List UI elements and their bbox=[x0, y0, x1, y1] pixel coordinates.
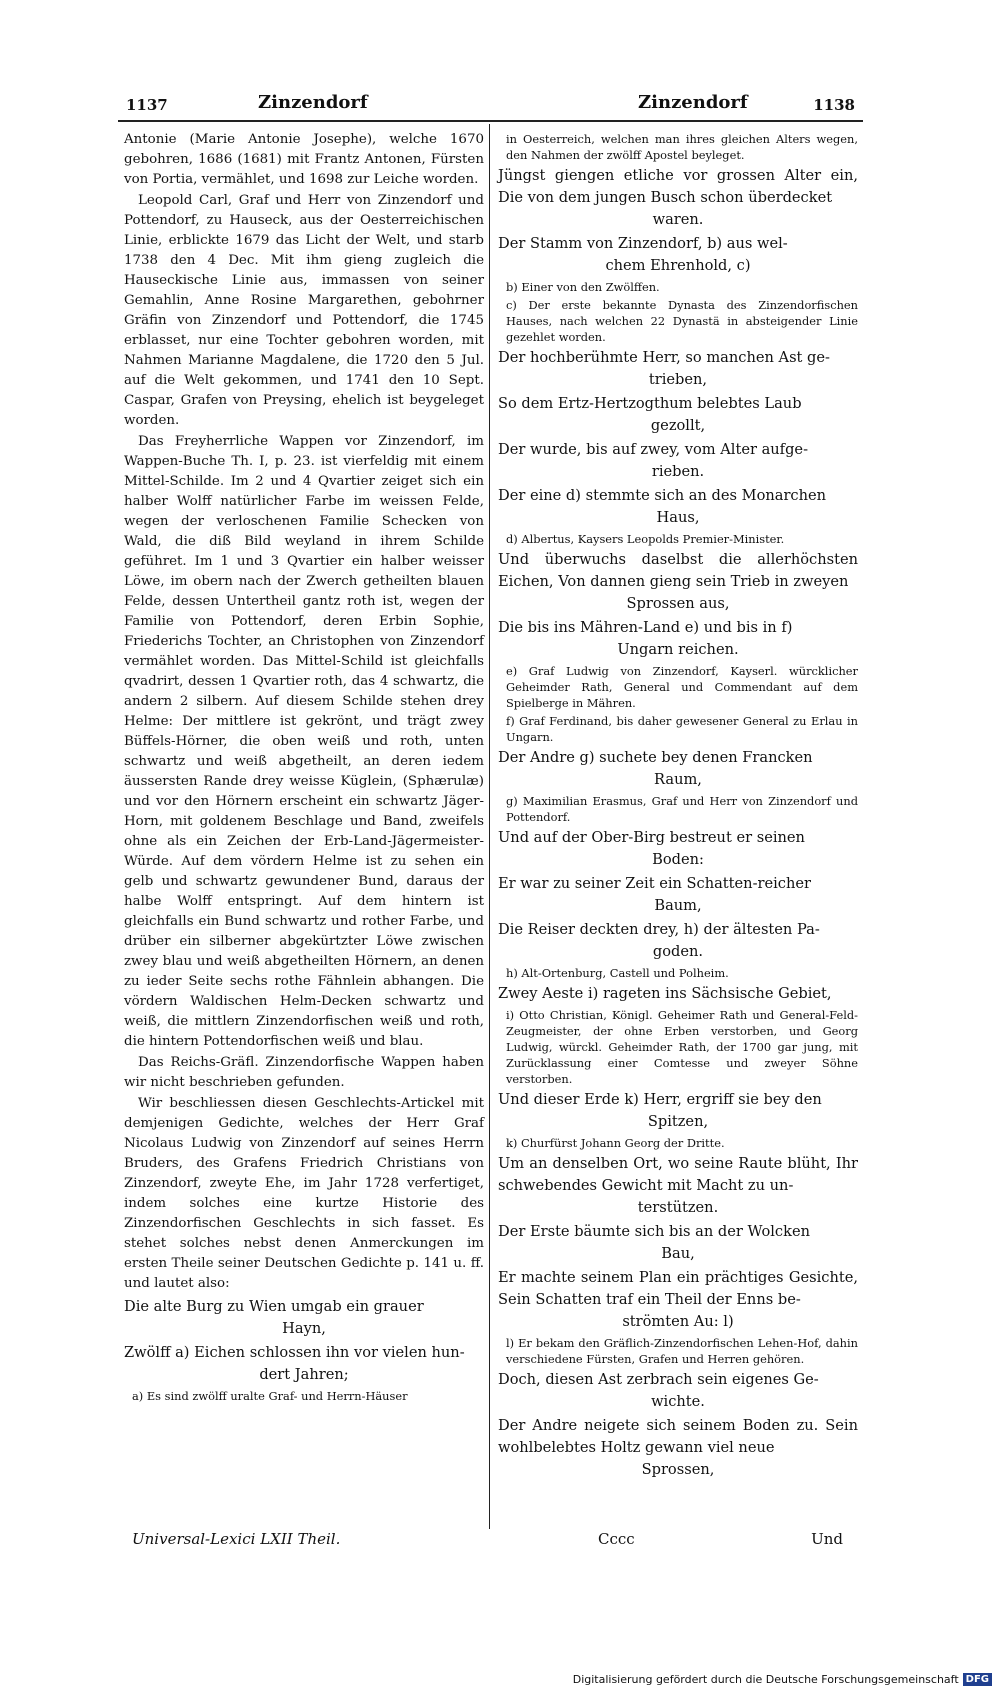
verse-line bbox=[498, 1221, 858, 1265]
verse-line bbox=[124, 1342, 484, 1386]
running-header bbox=[118, 88, 863, 124]
verse-continuation: Sprossen aus, bbox=[626, 595, 730, 612]
verse-text: Die Reiser deckten drey, h) der ältesten Pa- bbox=[498, 921, 820, 938]
page-number-right: 1138 bbox=[813, 96, 855, 114]
verse-line bbox=[498, 165, 858, 231]
verse-text: Der hochberühmte Herr, so manchen Ast ge- bbox=[498, 349, 830, 366]
verse-line bbox=[498, 747, 858, 791]
verse-continuation: Baum, bbox=[654, 897, 702, 914]
verse-continuation: wichte. bbox=[651, 1393, 705, 1410]
verse-continuation: strömten Au: l) bbox=[622, 1313, 734, 1330]
right-column bbox=[498, 130, 858, 1483]
footnote: f) Graf Ferdinand, bis daher gewesener General zu Erlau in Ungarn. bbox=[506, 714, 858, 744]
verse-line bbox=[498, 549, 858, 615]
paragraph: Wir beschliessen diesen Geschlechts-Artickel mit demjenigen Gedichte, welches der Herr Graf Nicolaus Ludwig von Zinzendorf auf seines Herrn Bruders, des Grafens Friedrich Christians von Zinzendorf, zweyte Ehe, im Jahr 1728 verfertiget, indem solches eine kurtze Historie des Zinzendorfischen Geschlechts in sich fasset. Es stehet solches nebst denen Anmerckungen im ersten Theile seiner Deutschen Gedichte p. 141 u. ff. und lautet also: bbox=[124, 1096, 484, 1291]
running-title-right: Zinzendorf bbox=[638, 92, 748, 113]
verse-text: Doch, diesen Ast zerbrach sein eigenes Ge- bbox=[498, 1371, 819, 1388]
verse-line bbox=[498, 983, 858, 1005]
footnote: in Oesterreich, welchen man ihres gleichen Alters wegen, den Nahmen der zwölff Apostel beyleget. bbox=[506, 132, 858, 162]
verse-line bbox=[498, 485, 858, 529]
verse-line bbox=[498, 1089, 858, 1133]
verse-continuation: Haus, bbox=[656, 509, 700, 526]
verse-line bbox=[498, 617, 858, 661]
verse-text: Der Stamm von Zinzendorf, b) aus wel- bbox=[498, 235, 788, 252]
verse-text: Zwey Aeste i) rageten ins Sächsische Gebiet, bbox=[498, 985, 832, 1002]
left-column bbox=[124, 130, 484, 1406]
footer-text: Digitalisierung gefördert durch die Deutsche Forschungsgemeinschaft bbox=[572, 1673, 959, 1686]
verse-continuation: terstützen. bbox=[637, 1199, 719, 1216]
verse-text: Der Andre g) suchete bey denen Francken bbox=[498, 749, 813, 766]
verse-line bbox=[124, 1296, 484, 1340]
verse-line bbox=[498, 827, 858, 871]
verse-line bbox=[498, 1415, 858, 1481]
verse-continuation: Spitzen, bbox=[647, 1113, 709, 1130]
verse-text: Jüngst giengen etliche vor grossen Alter ein, Die von dem jungen Busch schon überdecket bbox=[498, 167, 858, 206]
paragraph: Das Reichs-Gräfl. Zinzendorfische Wappen haben wir nicht beschrieben gefunden. bbox=[124, 1055, 484, 1090]
verse-text: Und dieser Erde k) Herr, ergriff sie bey den bbox=[498, 1091, 822, 1108]
verse-continuation: waren. bbox=[652, 211, 704, 228]
verse-text: Der Andre neigete sich seinem Boden zu. Sein wohlbelebtes Holtz gewann viel neue bbox=[498, 1417, 858, 1456]
verse-line bbox=[498, 919, 858, 963]
volume-label: Universal-Lexici LXII Theil. bbox=[132, 1530, 341, 1548]
paragraph: Antonie (Marie Antonie Josephe), welche 1670 gebohren, 1686 (1681) mit Frantz Antonen, Fürsten von Portia, vermählet, und 1698 zur Leiche worden. bbox=[124, 132, 484, 187]
verse-text: Und auf der Ober-Birg bestreut er seinen bbox=[498, 829, 805, 846]
verse-text: Der Erste bäumte sich bis an der Wolcken bbox=[498, 1223, 810, 1240]
footnote: c) Der erste bekannte Dynasta des Zinzendorfischen Hauses, nach welchen 22 Dynastä in absteigender Linie gezehlet worden. bbox=[506, 298, 858, 344]
verse-continuation: rieben. bbox=[651, 463, 705, 480]
digitization-footer bbox=[573, 1673, 992, 1686]
footnote: d) Albertus, Kaysers Leopolds Premier-Minister. bbox=[506, 532, 785, 546]
verse-text: Der eine d) stemmte sich an des Monarchen bbox=[498, 487, 827, 504]
verse-continuation: Bau, bbox=[661, 1245, 695, 1262]
footnote: h) Alt-Ortenburg, Castell und Polheim. bbox=[506, 966, 729, 980]
footnote: e) Graf Ludwig von Zinzendorf, Kayserl. würcklicher Geheimder Rath, General und Commendant auf dem Spielberge in Mähren. bbox=[506, 664, 858, 710]
dfg-logo: DFG bbox=[963, 1673, 992, 1686]
verse-continuation: dert Jahren; bbox=[259, 1366, 349, 1383]
verse-continuation: Sprossen, bbox=[641, 1461, 715, 1478]
paragraph: Leopold Carl, Graf und Herr von Zinzendorf und Pottendorf, zu Hauseck, aus der Oesterreichischen Linie, erblickte 1679 das Licht der Welt, und starb 1738 den 4 Dec. Mit ihm gieng zugleich die Hauseckische Linie aus, immassen von seiner Gemahlin, Anne Rosine Margarethen, gebohrner Gräfin von Zinzendorf und Pottendorf, die 1745 erblasset, nur eine Tochter gebohren worden, mit Nahmen Marianne Magdalene, die 1720 den 5 Jul. auf die Welt gekommen, und 1741 den 10 Sept. Caspar, Grafen von Preysing, ehelich ist beygeleget worden. bbox=[124, 193, 484, 428]
verse-line bbox=[498, 347, 858, 391]
verse-line bbox=[498, 233, 858, 277]
verse-line bbox=[498, 393, 858, 437]
verse-text: Er machte seinem Plan ein prächtiges Gesichte, Sein Schatten traf ein Theil der Enns be- bbox=[498, 1269, 858, 1308]
verse-text: Er war zu seiner Zeit ein Schatten-reicher bbox=[498, 875, 811, 892]
column-divider bbox=[489, 124, 490, 1529]
verse-continuation: Hayn, bbox=[282, 1320, 326, 1337]
verse-line bbox=[498, 1267, 858, 1333]
verse-line bbox=[498, 873, 858, 917]
footnote: g) Maximilian Erasmus, Graf und Herr von Zinzendorf und Pottendorf. bbox=[506, 794, 858, 824]
verse-text: Und überwuchs daselbst die allerhöchsten Eichen, Von dannen gieng sein Trieb in zweyen bbox=[498, 551, 858, 590]
verse-text: Die alte Burg zu Wien umgab ein grauer bbox=[124, 1298, 424, 1315]
running-title-left: Zinzendorf bbox=[258, 92, 368, 113]
verse-continuation: gezollt, bbox=[650, 417, 706, 434]
verse-line bbox=[498, 1153, 858, 1219]
verse-text: So dem Ertz-Hertzogthum belebtes Laub bbox=[498, 395, 802, 412]
verse-text: Zwölff a) Eichen schlossen ihn vor vielen hun- bbox=[124, 1344, 465, 1361]
footnote: l) Er bekam den Gräflich-Zinzendorfischen Lehen-Hof, dahin verschiedene Fürsten, Grafen und Herren gehören. bbox=[506, 1336, 858, 1366]
verse-line bbox=[498, 1369, 858, 1413]
page-number-left: 1137 bbox=[126, 96, 168, 114]
catchword: Und bbox=[811, 1530, 843, 1548]
verse-continuation: goden. bbox=[652, 943, 704, 960]
book-page bbox=[118, 88, 863, 1563]
verse-line bbox=[498, 439, 858, 483]
paragraph: Das Freyherrliche Wappen vor Zinzendorf, im Wappen-Buche Th. I, p. 23. ist vierfeldig mit einem Mittel-Schilde. Im 2 und 4 Qvartier zeiget sich ein halber Wolff natürlicher Farbe im weissen Felde, wegen der verloschenen Familie Schecken von Wald, die diß Bild weyland in ihrem Schilde geführet. Im 1 und 3 Qvartier ein halber weisser Löwe, im obern nach der Zwerch getheilten blauen Felde, dessen Untertheil gantz roth ist, wegen der Familie von Pottendorf, deren Erbin Sophie, Friederichs Tochter, an Christophen von Zinzendorf vermählet worden. Das Mittel-Schild ist gleichfalls qvadrirt, dessen 1 Qvartier roth, das 4 schwartz, die andern 2 silbern. Auf diesem Schilde stehen drey Helme: Der mittlere ist gekrönt, und trägt zwey Büffels-Hörner, die oben weiß und roth, unten schwartz und weiß abgetheilt, an deren iedem äussersten Rande drey weisse Küglein, (Sphærulæ) und vor den Hörnern erscheint ein schwartz Jäger-Horn, mit goldenem Beschlage und Band, zweifels ohne als ein Zeichen der Erb-Land-Jägermeister-Würde. Auf dem vördern Helme ist zu sehen ein gelb und schwartz gewundener Bund, daraus der halbe Wolff entspringt. Auf dem hintern ist gleichfalls ein Bund schwartz und rother Farbe, und drüber ein silberner abgekürtzter Löwe zwischen zwey blau und weiß abgetheilten Hörnern, an denen zu ieder Seite sechs rothe Fähnlein abhangen. Die vördern Waldischen Helm-Decken schwartz und weiß, die mittlern Zinzendorfischen weiß und roth, die hintern Pottendorfischen weiß und blau. bbox=[124, 434, 484, 1049]
verse-continuation: trieben, bbox=[648, 371, 708, 388]
verse-continuation: Boden: bbox=[652, 851, 704, 868]
signature-mark: Cccc bbox=[598, 1530, 635, 1548]
verse-text: Um an denselben Ort, wo seine Raute blüht, Ihr schwebendes Gewicht mit Macht zu un- bbox=[498, 1155, 858, 1194]
verse-continuation: Ungarn reichen. bbox=[617, 641, 739, 658]
verse-continuation: Raum, bbox=[654, 771, 702, 788]
verse-continuation: chem Ehrenhold, c) bbox=[605, 257, 751, 274]
footnote: a) Es sind zwölff uralte Graf- und Herrn-Häuser bbox=[132, 1389, 408, 1403]
footnote: k) Churfürst Johann Georg der Dritte. bbox=[506, 1136, 725, 1150]
header-rule bbox=[118, 120, 863, 122]
footnote: b) Einer von den Zwölffen. bbox=[506, 280, 660, 294]
verse-text: Der wurde, bis auf zwey, vom Alter aufge- bbox=[498, 441, 808, 458]
footnote: i) Otto Christian, Königl. Geheimer Rath und General-Feld-Zeugmeister, der ohne Erben verstorben, und Georg Ludwig, würckl. Geheimder Rath, der 1700 gar jung, mit Zurücklassung einer Comtesse und zweyer Söhne verstorben. bbox=[506, 1008, 858, 1086]
verse-text: Die bis ins Mähren-Land e) und bis in f) bbox=[498, 619, 793, 636]
